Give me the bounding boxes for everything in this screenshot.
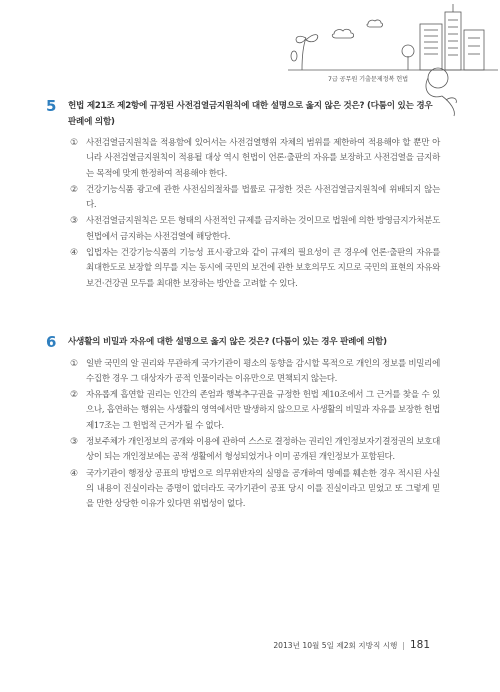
answer-option-2 xyxy=(68,183,440,214)
option-text: 사전검열금지원칙은 모든 형태의 사전적인 규제를 금지하는 것이므로 법원에 의한 방영금지가처분도 헌법에서 금지하는 사전검열에 해당한다. xyxy=(86,216,440,242)
answer-options xyxy=(68,136,440,292)
page-number: 181 xyxy=(409,639,430,651)
option-text: 일반 국민의 알 권리와 무관하게 국가기관이 평소의 동향을 감시할 목적으로 개인의 정보를 비밀리에 수집한 경우 그 대상자가 공적 인물이라는 이유만으로 면책되지 않는다. xyxy=(86,358,440,384)
option-number: ② xyxy=(70,184,78,195)
question-6 xyxy=(46,333,440,513)
exam-info: 2013년 10월 5일 제2회 지방직 시행 xyxy=(273,640,398,650)
footer-separator: | xyxy=(402,640,405,650)
option-text: 정보주체가 개인정보의 공개와 이용에 관하여 스스로 결정하는 권리인 개인정보자기결정권의 보호대상이 되는 개인정보에는 공적 생활에서 형성되었거나 이미 공개된 개인정보가 포함된다. xyxy=(86,436,440,463)
option-number: ③ xyxy=(70,436,78,447)
answer-option-3 xyxy=(68,214,440,245)
question-number: 6 xyxy=(46,333,57,351)
answer-option-2 xyxy=(68,388,440,434)
answer-option-4 xyxy=(68,246,440,292)
option-number: ① xyxy=(70,138,78,148)
running-header: 7급 공무원 기출문제정복 헌법 xyxy=(328,76,408,83)
option-number: ④ xyxy=(70,248,78,259)
option-number: ③ xyxy=(70,216,78,227)
answer-options xyxy=(68,357,440,513)
answer-option-4 xyxy=(68,467,440,513)
option-text: 국가기관이 행정상 공표의 방법으로 의무위반자의 실명을 공개하여 명예를 훼손한 경우 적시된 사실의 내용이 진실이라는 증명이 없더라도 국가기관이 공표 당시 이를 진실이라고 믿었고 또 그렇게 믿을 만한 상당한 이유가 있다면 위법성이 없다. xyxy=(86,468,440,510)
answer-option-1 xyxy=(68,357,440,388)
question-number: 5 xyxy=(46,97,57,115)
question-stem: 사생활의 비밀과 자유에 대한 설명으로 옳지 않은 것은? (다툼이 있는 경우 판례에 의함) xyxy=(68,337,387,347)
option-text: 자유롭게 흡연할 권리는 인간의 존엄과 행복추구권을 규정한 헌법 제10조에서 그 근거를 찾을 수 있으나, 흡연하는 행위는 사생활의 영역에서만 발생하지 않으므로 사생활의 비밀과 자유를 보장한 헌법 제17조는 그 헌법적 근거가 될 수 없다. xyxy=(86,390,440,431)
question-stem: 헌법 제21조 제2항에 규정된 사전검열금지원칙에 대한 설명으로 옳지 않은 것은? (다툼이 있는 경우 판례에 의함) xyxy=(68,101,433,127)
answer-option-1 xyxy=(68,136,440,182)
option-text: 건강기능식품 광고에 관한 사전심의절차를 법률로 규정한 것은 사전검열금지원칙에 위배되지 않는다. xyxy=(86,184,440,211)
answer-option-3 xyxy=(68,435,440,466)
option-number: ④ xyxy=(70,468,78,479)
option-text: 사전검열금지원칙을 적용함에 있어서는 사전검열행위 자체의 범위를 제한하여 적용해야 할 뿐만 아니라 사전검열금지원칙이 적용될 대상 역시 헌법이 언론·출판의 자유를 보장하고 사전검열을 금지하는 목적에 맞게 한정하여 적용해야 한다. xyxy=(86,138,440,179)
question-5 xyxy=(46,97,440,293)
page-footer xyxy=(273,639,430,651)
option-number: ② xyxy=(70,390,78,401)
option-text: 입법자는 건강기능식품의 기능성 표시·광고와 같이 규제의 필요성이 큰 경우에 언론·출판의 자유를 최대한도로 보장할 의무를 지는 동시에 국민의 보건에 관한 보호의무도 지므로 국민의 표현의 자유와 보건·건강권 모두를 최대한 보장하는 방안을 고려할 수 있다. xyxy=(86,248,440,289)
option-number: ① xyxy=(70,358,78,369)
